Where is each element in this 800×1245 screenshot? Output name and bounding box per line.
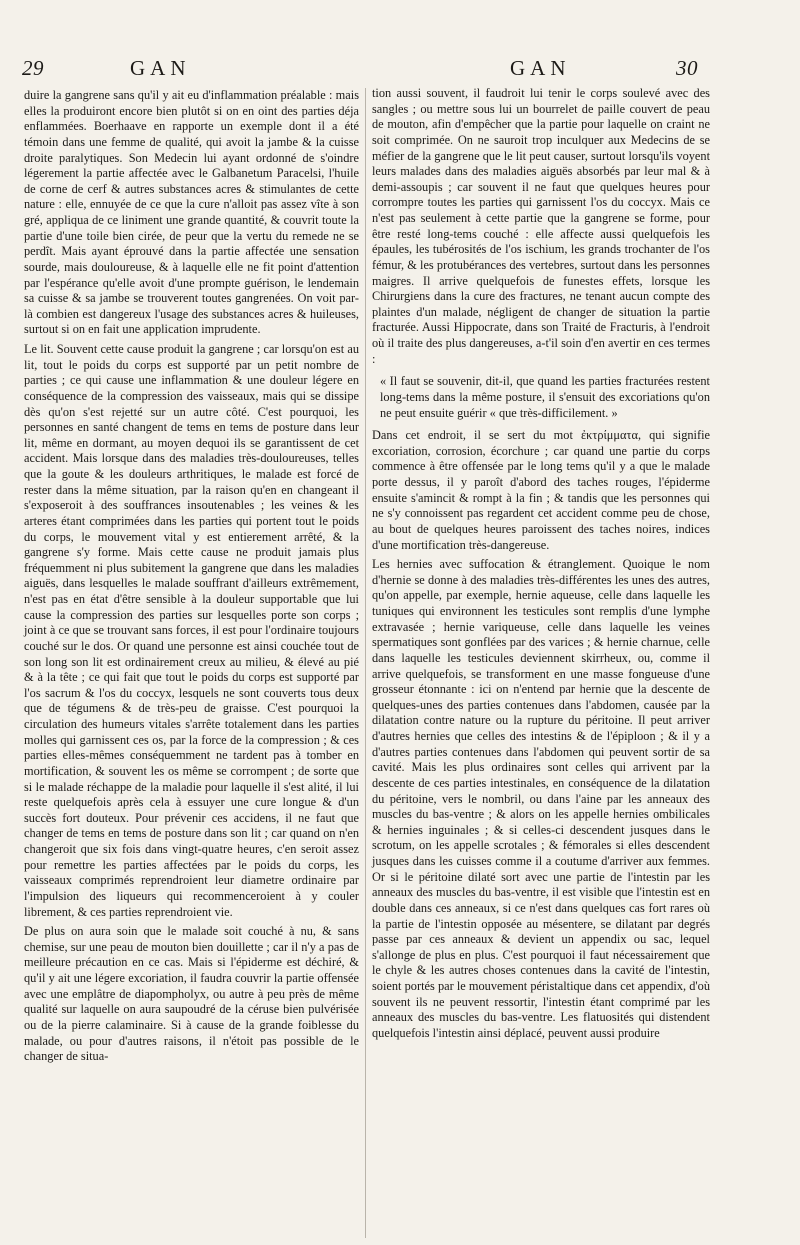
- running-header: [0, 56, 800, 84]
- headword-left: GAN: [130, 56, 191, 80]
- column-divider: [365, 88, 366, 1238]
- page-number-left: 29: [22, 56, 44, 80]
- hippocrates-quotation: « Il faut se souvenir, dit-il, que quand les parties fracturées restent long-tems dans la même posture, il s'ensuit des excoriations qu'on ne peut ensuite guérir « que très-difficilement. »: [380, 374, 710, 420]
- paragraph-situation: tion aussi souvent, il faudroit lui tenir le corps soulevé avec des sangles ; ou mettre sous lui un bourrelet de paille couvert de peau de mouton, afin d'empêcher que la partie pour laquelle on craint ne soit comprimée. On ne sauroit trop inculquer aux Medecins de se méfier de la gangrene que le lit peut causer, surtout lorsqu'ils voyent leurs malades dans des maladies aiguës absorbés par leur mal & à demi-assoupis ; car souvent il ne faut que quelques heures pour corrompre toutes les parties qui garnissent l'os du coccyx. Mais ce n'est pas seulement à cette partie que la gangrene se forme, pour être resté long-tems couché : elle affecte aussi quelquefois les épaules, les tubérosités de l'os ischium, les grands trochanter de l'os fémur, & les protubérances des vertebres, surtout dans les personnes maigres. Il arrive quelquefois de funestes effets, lorsque les Chirurgiens dans la cure des fractures, ne tenant aucun compte des plaintes d'un malade, négligent de changer de situation la partie fracturée. Aussi Hippocrate, dans son Traité de Fracturis, à l'endroit où il traite des plus dangereuses, a-t'il soin d'en avertir en ces termes :: [372, 86, 710, 366]
- page-number-right: 30: [676, 56, 698, 80]
- headword-right: GAN: [510, 56, 571, 80]
- paragraph-inflammation: duire la gangrene sans qu'il y ait eu d'inflammation préalable : mais elles la produiront encore bien plutôt si on en oint des parties déja enflammées. Boerhaave en rapporte un exemple dont il a été témoin dans une femme de qualité, qui avoit la jambe & la cuisse droite paralytiques. Son Medecin lui ayant ordonné de s'oindre légerement la partie affectée avec le Galbanetum Paracelsi, l'huile de corne de cerf & autres substances acres & stimulantes de cette nature : elle, ennuyée de ce que la cure n'alloit pas assez vîte à son gré, appliqua de ce liniment une grande quantité, & couvrit toute la partie d'une toile bien cirée, de peur que la vertu du remede ne se perdît. Mais ayant éprouvé dans la partie affectée une sensation sourde, mais douloureuse, & à laquelle elle ne fit point d'attention par l'espérance qu'elle avoit d'une prompte guérison, le lendemain sa cuisse & sa jambe se trouverent toutes gangrenées. On voit par-là combien est dangereux l'usage des substances acres & huileuses, surtout si on en fait une application imprudente.: [24, 88, 359, 337]
- right-column: [372, 86, 710, 1042]
- paragraph-peau-de-mouton: De plus on aura soin que le malade soit couché à nu, & sans chemise, sur une peau de mouton bien douillette ; car il n'y a pas de meilleure précaution en ce cas. Mais si l'épiderme est déchiré, & qu'il y ait une légere excoriation, il faudra couvrir la partie offensée avec une emplâtre de diapompholyx, ou autre à peu près de même qualité sur laquelle on aura saupoudré de la céruse bien pulvérisée ou de la pierre calaminaire. Si à cause de la grande foiblesse du malade, ou pour d'autres raisons, il n'étoit pas possible de le changer de situa-: [24, 924, 359, 1064]
- paragraph-hernies: Les hernies avec suffocation & étranglement. Quoique le nom d'hernie se donne à des maladies très-différentes les unes des autres, qu'on appelle, par exemple, hernie aqueuse, celle dans laquelle les tuniques qui environnent les testicules sont remplis d'une lymphe extravasée ; hernie variqueuse, celle dans laquelle les veines spermatiques sont gonflées par des varices ; & hernie charnue, celle dans laquelle les testicules deviennent skirrheux, ou, comme il arrive quelquefois, se transforment en une masse fongueuse d'une grosseur étonnante : ici on n'entend par hernie que la descente de quelques-unes des parties contenues dans l'abdomen, causée par la dilatation contre nature ou la rupture du péritoine. Il peut arriver d'autres hernies que celles des intestins & de l'épiploon ; & il y a d'autres parties contenues dans l'abdomen qui peuvent sortir de sa cavité. Mais les plus ordinaires sont celles qui arrivent par la descente de ces parties intestinales, en conséquence de la dilatation du péritoine, vers le nombril, ou dans l'aine par les anneaux des muscles du bas-ventre ; & alors on les appelle hernies ombilicales & hernies inguinales ; & si celles-ci descendent jusques dans le scrotum, on les appelle scrotales ; & fémorales si elles descendent jusques dans les cuisses comme il a coutume d'arriver aux femmes. Or si le péritoine dilaté sort avec une partie de l'intestin par les anneaux des muscles du bas-ventre, il est visible que l'intestin est en double dans ces anneaux, si ce n'est dans quelques cas fort rares où la partie de l'intestin opposée au mésentere, se dilatant par degrés passe par ces anneaux & devient un appendix ou sac, lequel s'allonge de plus en plus. C'est pourquoi il faut nécessairement que le chyle & les autres choses contenues dans la cavité de l'intestin, soient portés par le mouvement péristaltique dans cet appendix, d'où souvent ils ne peuvent ressortir, l'intestin étant comprimé par les anneaux des muscles du bas-ventre. Les flatuosités qui distendent quelquefois l'intestin ainsi déplacé, peuvent aussi produire: [372, 557, 710, 1040]
- paragraph-ektrimmata: Dans cet endroit, il se sert du mot ἐκτρίμματα, qui signifie excoriation, corrosion, écorchure ; car quand une partie du corps commence à être offensée par le long tems qu'il y a que le malade porte dessus, il y paroît d'abord des taches rouges, l'épiderme ensuite s'amincit & rompt à la fin ; & tandis que les personnes qui ne s'y connoissent pas regardent cet accident comme peu de chose, au bout de quelques heures paroissent des taches noires, indices d'une mortification très-dangereuse.: [372, 428, 710, 552]
- left-column: [24, 88, 359, 1065]
- paragraph-le-lit: Le lit. Souvent cette cause produit la gangrene ; car lorsqu'on est au lit, tout le poids du corps est supporté par un petit nombre de parties ; ce qui cause une inflammation & une douleur légere en conséquence de la compression des vaisseaux, mais qui se dissipe dès qu'on s'est rejetté sur un autre côté. C'est pourquoi, les personnes en santé changent de tems en tems de posture dans leur lit, même en dormant, au moyen dequoi ils se garantissent de cet accident. Mais lorsque dans des maladies très-douloureuses, telles que la goute & les douleurs arthritiques, le malade est forcé de rester dans la même situation, par la raison qu'en en changeant il s'exposeroit à des souffrances insoutenables ; les veines & les arteres étant comprimées dans les parties qui portent tout le poids du corps, le mouvement vital y est entierement arrêté, & la gangrene s'y forme. Mais cette cause ne produit jamais plus fréquemment ni plus subitement la gangrene que dans les maladies aiguës, dans lesquelles le malade souffrant d'ailleurs extrêmement, n'est pas en état d'être sensible à la douleur supportable que lui cause la compression des parties sur lesquelles porte son corps ; joint à ce que se trouvant sans forces, il est pour l'ordinaire toujours couché sur le dos. Or quand une personne est ainsi couchée tout de son long son lit est ordinairement creux au milieu, & élevé au pié & à la tête ; ce qui fait que tout le poids du corps est supporté par l'os sacrum & l'os du coccyx, lesquels ne sont couverts tous deux que de tégumens & de très-peu de graisse. C'est pourquoi la circulation des humeurs vitales s'arrête totalement dans les parties molles qui garnissent ces os, par la force de la compression ; & ces parties elles-mêmes conséquemment ne tardent pas à tomber en mortification, & souvent les os même se corrompent ; de sorte que si le malade réchappe de la maladie pour laquelle il s'est alité, il lui reste quelquefois après cela à essuyer une cure longue & d'un succès fort douteux. Pour prévenir ces accidens, il ne faut que changer de tems en tems de posture dans son lit ; car quand on n'en changeroit que six fois dans vingt-quatre heures, c'en seroit assez pour remettre les parties affectées par le poids du corps, les vaisseaux comprimés reprendroient leur diametre ordinaire par l'impulsion des liqueurs qui recommenceroient à y couler librement, & ces parties reprendroient vie.: [24, 342, 359, 919]
